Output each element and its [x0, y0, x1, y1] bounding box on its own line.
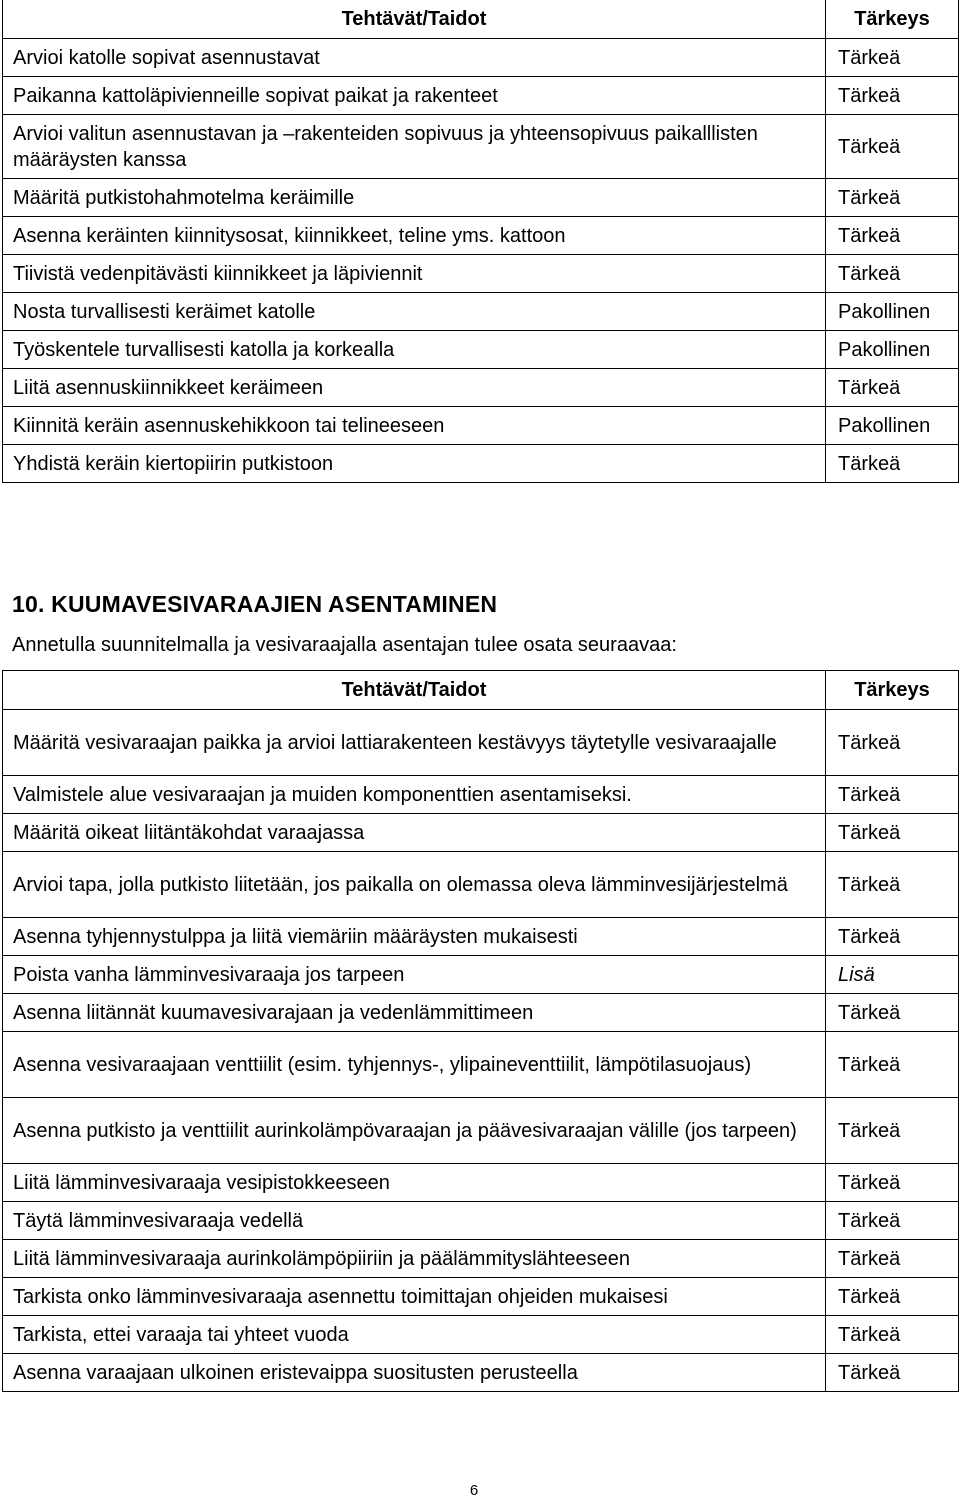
- table-row: [3, 1098, 959, 1164]
- table-row: [3, 115, 959, 179]
- priority-cell: Tärkeä: [826, 776, 959, 814]
- priority-cell: Tärkeä: [826, 369, 959, 407]
- priority-cell: Tärkeä: [826, 1164, 959, 1202]
- table-row: [3, 39, 959, 77]
- table-row: [3, 852, 959, 918]
- priority-cell: Tärkeä: [826, 1202, 959, 1240]
- task-cell: Poista vanha lämminvesivaraaja jos tarpeen: [3, 956, 826, 994]
- tasks-table-water-heater-installation: [2, 670, 959, 1392]
- priority-cell: Tärkeä: [826, 852, 959, 918]
- task-cell: Nosta turvallisesti keräimet katolle: [3, 293, 826, 331]
- task-cell: Asenna keräinten kiinnitysosat, kiinnikkeet, teline yms. kattoon: [3, 217, 826, 255]
- table-row: [3, 369, 959, 407]
- task-cell: Asenna putkisto ja venttiilit aurinkolämpövaraajan ja päävesivaraajan välille (jos tarpeen): [3, 1098, 826, 1164]
- task-cell: Tarkista onko lämminvesivaraaja asennettu toimittajan ohjeiden mukaisesi: [3, 1278, 826, 1316]
- task-cell: Määritä oikeat liitäntäkohdat varaajassa: [3, 814, 826, 852]
- table-row: [3, 918, 959, 956]
- table-row: [3, 293, 959, 331]
- table-row: [3, 956, 959, 994]
- priority-cell: Tärkeä: [826, 1354, 959, 1392]
- priority-cell: Tärkeä: [826, 994, 959, 1032]
- table-row: [3, 1240, 959, 1278]
- task-cell: Asenna liitännät kuumavesivarajaan ja vedenlämmittimeen: [3, 994, 826, 1032]
- task-cell: Määritä putkistohahmotelma keräimille: [3, 179, 826, 217]
- priority-cell: Tärkeä: [826, 39, 959, 77]
- priority-cell: Tärkeä: [826, 918, 959, 956]
- table-row: [3, 814, 959, 852]
- table-row: [3, 710, 959, 776]
- table-row: [3, 1278, 959, 1316]
- task-cell: Liitä lämminvesivaraaja vesipistokkeeseen: [3, 1164, 826, 1202]
- task-cell: Liitä asennuskiinnikkeet keräimeen: [3, 369, 826, 407]
- tasks-table-roof-installation: [2, 0, 959, 483]
- task-cell: Täytä lämminvesivaraaja vedellä: [3, 1202, 826, 1240]
- priority-cell: Tärkeä: [826, 1032, 959, 1098]
- task-cell: Tiivistä vedenpitävästi kiinnikkeet ja läpiviennit: [3, 255, 826, 293]
- table-row: [3, 331, 959, 369]
- table-row: [3, 1032, 959, 1098]
- table-row: [3, 217, 959, 255]
- table-row: [3, 1164, 959, 1202]
- priority-cell: Tärkeä: [826, 1316, 959, 1354]
- task-cell: Määritä vesivaraajan paikka ja arvioi lattiarakenteen kestävyys täytetylle vesivaraajalle: [3, 710, 826, 776]
- task-cell: Asenna tyhjennystulppa ja liitä viemäriin määräysten mukaisesti: [3, 918, 826, 956]
- section-heading: 10. KUUMAVESIVARAAJIEN ASENTAMINEN: [12, 591, 498, 617]
- table-row: [3, 1316, 959, 1354]
- table-header-row: [3, 671, 959, 710]
- task-cell: Asenna varaajaan ulkoinen eristevaippa suositusten perusteella: [3, 1354, 826, 1392]
- priority-cell: Pakollinen: [826, 293, 959, 331]
- priority-cell: Tärkeä: [826, 115, 959, 179]
- page-number: 6: [469, 1482, 479, 1499]
- table-row: [3, 255, 959, 293]
- table-header-row: [3, 0, 959, 39]
- priority-cell: Tärkeä: [826, 1240, 959, 1278]
- table-row: [3, 407, 959, 445]
- task-cell: Työskentele turvallisesti katolla ja korkealla: [3, 331, 826, 369]
- task-cell: Yhdistä keräin kiertopiirin putkistoon: [3, 445, 826, 483]
- priority-cell: Tärkeä: [826, 710, 959, 776]
- priority-cell: Pakollinen: [826, 407, 959, 445]
- table-row: [3, 445, 959, 483]
- priority-cell: Tärkeä: [826, 255, 959, 293]
- task-cell: Paikanna kattoläpivienneille sopivat paikat ja rakenteet: [3, 77, 826, 115]
- priority-cell: Tärkeä: [826, 217, 959, 255]
- task-cell: Liitä lämminvesivaraaja aurinkolämpöpiiriin ja päälämmityslähteeseen: [3, 1240, 826, 1278]
- task-cell: Tarkista, ettei varaaja tai yhteet vuoda: [3, 1316, 826, 1354]
- priority-cell: Tärkeä: [826, 1098, 959, 1164]
- priority-cell: Pakollinen: [826, 331, 959, 369]
- table-row: [3, 77, 959, 115]
- table-row: [3, 776, 959, 814]
- table-row: [3, 179, 959, 217]
- table-row: [3, 1202, 959, 1240]
- task-cell: Arvioi tapa, jolla putkisto liitetään, jos paikalla on olemassa oleva lämminvesijärjestelmä: [3, 852, 826, 918]
- priority-cell: Tärkeä: [826, 814, 959, 852]
- priority-cell: Tärkeä: [826, 179, 959, 217]
- priority-cell: Tärkeä: [826, 445, 959, 483]
- column-header-tasks: Tehtävät/Taidot: [3, 671, 826, 710]
- table-row: [3, 1354, 959, 1392]
- priority-cell: Tärkeä: [826, 1278, 959, 1316]
- column-header-priority: Tärkeys: [826, 671, 959, 710]
- table-row: [3, 994, 959, 1032]
- task-cell: Arvioi valitun asennustavan ja –rakenteiden sopivuus ja yhteensopivuus paikalllisten määräysten kanssa: [3, 115, 826, 179]
- priority-cell: Tärkeä: [826, 77, 959, 115]
- column-header-tasks: Tehtävät/Taidot: [3, 0, 826, 39]
- column-header-priority: Tärkeys: [826, 0, 959, 39]
- task-cell: Arvioi katolle sopivat asennustavat: [3, 39, 826, 77]
- task-cell: Kiinnitä keräin asennuskehikkoon tai telineeseen: [3, 407, 826, 445]
- task-cell: Valmistele alue vesivaraajan ja muiden komponenttien asentamiseksi.: [3, 776, 826, 814]
- section-intro: Annetulla suunnitelmalla ja vesivaraajalla asentajan tulee osata seuraavaa:: [12, 634, 677, 656]
- task-cell: Asenna vesivaraajaan venttiilit (esim. tyhjennys-, ylipaineventtiilit, lämpötilasuojaus): [3, 1032, 826, 1098]
- priority-cell: Lisä: [826, 956, 959, 994]
